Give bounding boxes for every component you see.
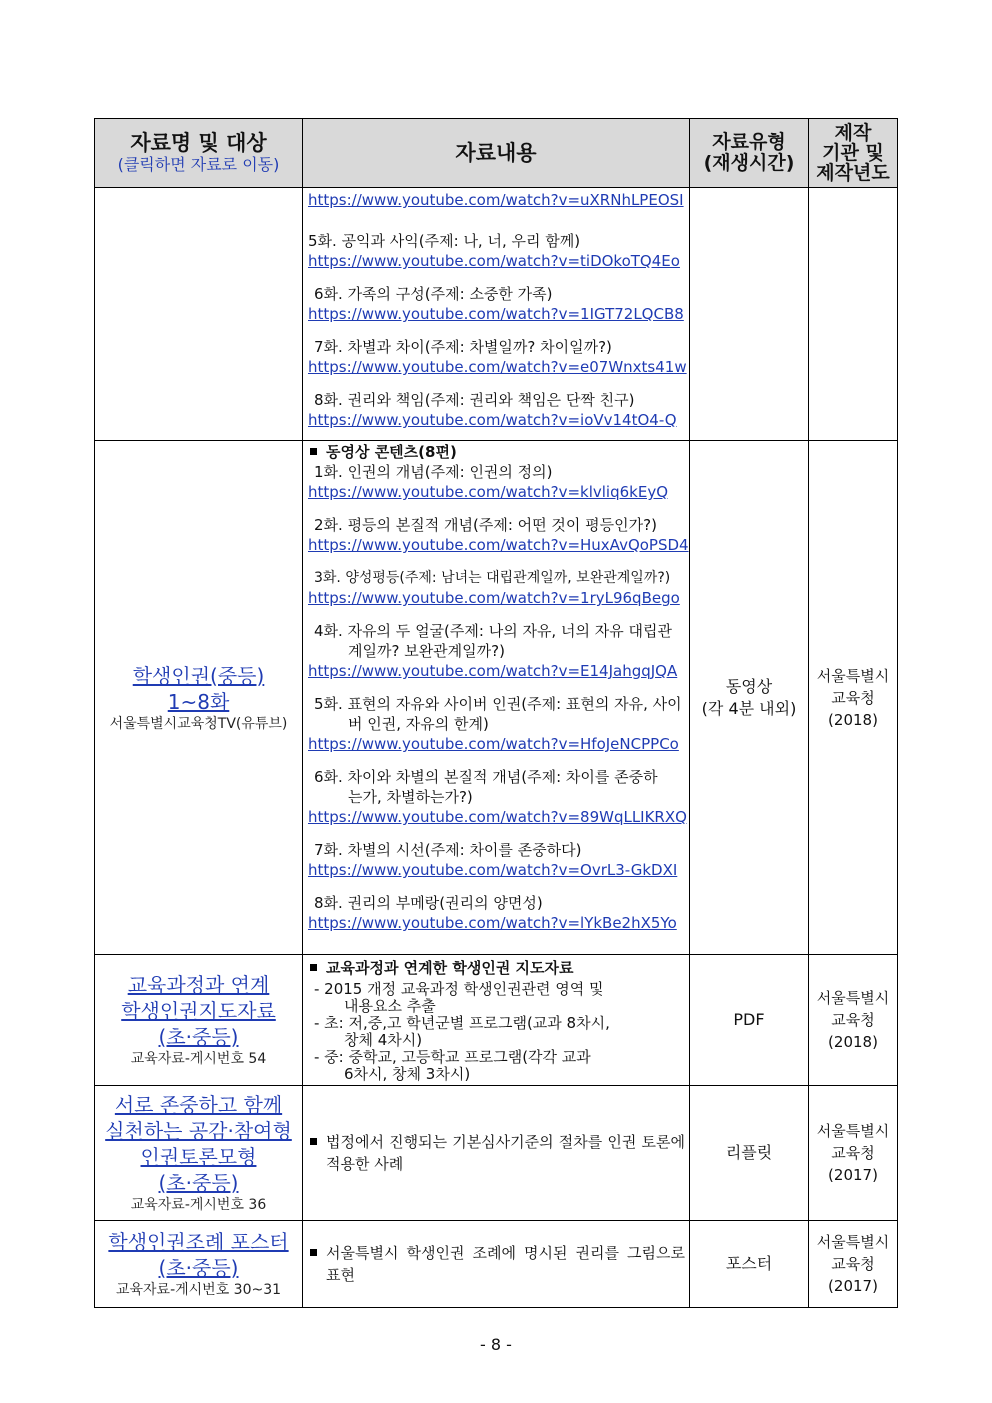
video-link[interactable]: https://www.youtube.com/watch?v=1IGT72LQCB8 <box>308 305 684 323</box>
table-row <box>95 1221 898 1308</box>
video-link[interactable]: https://www.youtube.com/watch?v=HuxAvQoPSD4 <box>308 536 689 554</box>
episode-item: 1화. 인권의 개념(주제: 인권의 정의) https://www.youtube.com/watch?v=klvliq6kEyQ <box>308 462 685 503</box>
episode-item: 8화. 권리의 부메랑(권리의 양면성) https://www.youtube.com/watch?v=lYkBe2hX5Yo <box>308 893 685 934</box>
org-cell: 서울특별시 교육청 (2017) <box>809 1221 898 1308</box>
table-row <box>95 188 898 441</box>
source-label: 서울특별시교육청TV(유튜브) <box>109 715 288 732</box>
video-link[interactable]: https://www.youtube.com/watch?v=klvliq6kEyQ <box>308 483 668 501</box>
org-cell: 서울특별시 교육청 (2018) <box>809 955 898 1086</box>
type-cell: 포스터 <box>690 1221 809 1308</box>
resource-title-link[interactable]: (초·중등) <box>158 1171 239 1195</box>
square-bullet-icon <box>310 448 317 455</box>
square-bullet-icon <box>310 964 317 971</box>
resource-title-link[interactable]: 학생인권(중등) <box>132 663 265 688</box>
page-number: - 8 - <box>480 1335 512 1354</box>
type-cell: PDF <box>690 955 809 1086</box>
dash-item: - 중: 중학교, 고등학교 프로그램(각각 교과 6차시, 창체 3차시) <box>314 1048 591 1083</box>
header-col-title: 자료명 및 대상 (클릭하면 자료로 이동) <box>95 119 303 188</box>
resource-title-link[interactable]: 학생인권지도자료 <box>121 999 276 1023</box>
source-label: 교육자료-게시번호 36 <box>130 1197 267 1213</box>
content-cell <box>303 1221 690 1308</box>
video-link[interactable]: https://www.youtube.com/watch?v=E14JahgqJQA <box>308 662 678 680</box>
title-cell-empty <box>95 188 303 441</box>
title-cell <box>95 1221 303 1308</box>
title-cell <box>95 955 303 1086</box>
content-cell <box>303 188 690 441</box>
type-cell: 동영상 (각 4분 내외) <box>690 441 809 955</box>
resource-table <box>94 118 898 1308</box>
content-heading: 교육과정과 연계한 학생인권 지도자료 <box>308 959 685 978</box>
header-col-type: 자료유형 (재생시간) <box>690 119 809 188</box>
header-col-content: 자료내용 <box>303 119 690 188</box>
resource-title-link[interactable]: 1~8화 <box>167 689 230 714</box>
video-link[interactable]: https://www.youtube.com/watch?v=uXRNhLPEOSI <box>308 191 684 209</box>
resource-title-link[interactable]: 학생인권조례 포스터 <box>108 1230 289 1254</box>
episode-item: 5화. 공익과 사익(주제: 나, 너, 우리 함께) https://www.youtube.com/watch?v=tiDOkoTQ4Eo <box>308 231 685 272</box>
episode-item: 7화. 차별과 차이(주제: 차별일까? 차이일까?) https://www.youtube.com/watch?v=e07Wnxts41w <box>308 338 687 376</box>
video-link[interactable]: https://www.youtube.com/watch?v=89WqLLIKRXQ <box>308 808 687 826</box>
org-cell-empty <box>809 188 898 441</box>
type-cell-empty <box>690 188 809 441</box>
bullet-item: 법정에서 진행되는 기본심사기준의 절차를 인권 토론에 적용한 사례 <box>303 1129 689 1177</box>
resource-title-link[interactable]: 교육과정과 연계 <box>127 973 270 997</box>
square-bullet-icon <box>310 1249 317 1256</box>
content-cell <box>303 441 690 955</box>
video-link[interactable]: https://www.youtube.com/watch?v=HfoJeNCPPCo <box>308 735 679 753</box>
title-cell <box>95 1086 303 1221</box>
video-link[interactable]: https://www.youtube.com/watch?v=tiDOkoTQ4Eo <box>308 252 680 270</box>
resource-title-link[interactable]: 실천하는 공감·참여형 <box>105 1119 292 1143</box>
square-bullet-icon <box>310 1138 317 1145</box>
title-cell <box>95 441 303 955</box>
content-heading: 동영상 콘텐츠(8편) <box>308 443 685 462</box>
episode-item: 7화. 차별의 시선(주제: 차이를 존중하다) https://www.youtube.com/watch?v=OvrL3-GkDXI <box>308 840 685 881</box>
org-cell: 서울특별시 교육청 (2018) <box>809 441 898 955</box>
table-row <box>95 441 898 955</box>
episode-item: 6화. 차이와 차별의 본질적 개념(주제: 차이를 존중하 는가, 차별하는가?) https://www.youtube.com/watch?v=89WqLLIKRXQ <box>308 768 687 826</box>
video-link[interactable]: https://www.youtube.com/watch?v=OvrL3-GkDXI <box>308 861 678 879</box>
video-link[interactable]: https://www.youtube.com/watch?v=1ryL96qBego <box>308 589 680 607</box>
content-cell <box>303 955 690 1086</box>
source-label: 교육자료-게시번호 54 <box>130 1051 267 1067</box>
header-row <box>95 119 898 188</box>
resource-title-link[interactable]: (초·중등) <box>158 1256 239 1280</box>
table-row <box>95 955 898 1086</box>
episode-item: 8화. 권리와 책임(주제: 권리와 책임은 단짝 친구) https://www.youtube.com/watch?v=ioVv14tO4-Q <box>308 390 685 431</box>
episode-item: 2화. 평등의 본질적 개념(주제: 어떤 것이 평등인가?) https://www.youtube.com/watch?v=HuxAvQoPSD4 <box>308 516 689 554</box>
type-cell: 리플릿 <box>690 1086 809 1221</box>
header-col-org: 제작 기관 및 제작년도 <box>809 119 898 188</box>
content-cell <box>303 1086 690 1221</box>
bullet-item: 서울특별시 학생인권 조례에 명시된 권리를 그림으로 표현 <box>303 1240 689 1288</box>
video-link[interactable]: https://www.youtube.com/watch?v=e07Wnxts41w <box>308 358 687 376</box>
episode-item: 4화. 자유의 두 얼굴(주제: 나의 자유, 너의 자유 대립관 계일까? 보완관계일까?) https://www.youtube.com/watch?v=E14JahgqJQA <box>308 621 685 682</box>
episode-item: 5화. 표현의 자유와 사이버 인권(주제: 표현의 자유, 사이 버 인권, 자유의 한계) https://www.youtube.com/watch?v=HfoJeNCPPCo <box>308 694 685 755</box>
episode-item: 6화. 가족의 구성(주제: 소중한 가족) https://www.youtube.com/watch?v=1IGT72LQCB8 <box>308 285 684 323</box>
episode-item: 3화. 양성평등(주제: 남녀는 대립관계일까, 보완관계일까?) https://www.youtube.com/watch?v=1ryL96qBego <box>308 568 685 609</box>
dash-item: - 2015 개정 교육과정 학생인권관련 영역 및 내용요소 추출 <box>314 980 604 1015</box>
source-label: 교육자료-게시번호 30~31 <box>115 1282 282 1298</box>
table-row <box>95 1086 898 1221</box>
resource-title-link[interactable]: 서로 존중하고 함께 <box>114 1093 283 1117</box>
resource-title-link[interactable]: (초·중등) <box>158 1025 239 1049</box>
org-cell: 서울특별시 교육청 (2017) <box>809 1086 898 1221</box>
video-link[interactable]: https://www.youtube.com/watch?v=ioVv14tO4-Q <box>308 411 677 429</box>
dash-item: - 초: 저,중,고 학년군별 프로그램(교과 8차시, 창체 4차시) <box>314 1014 610 1049</box>
video-link[interactable]: https://www.youtube.com/watch?v=lYkBe2hX5Yo <box>308 914 677 932</box>
resource-title-link[interactable]: 인권토론모형 <box>140 1145 257 1169</box>
